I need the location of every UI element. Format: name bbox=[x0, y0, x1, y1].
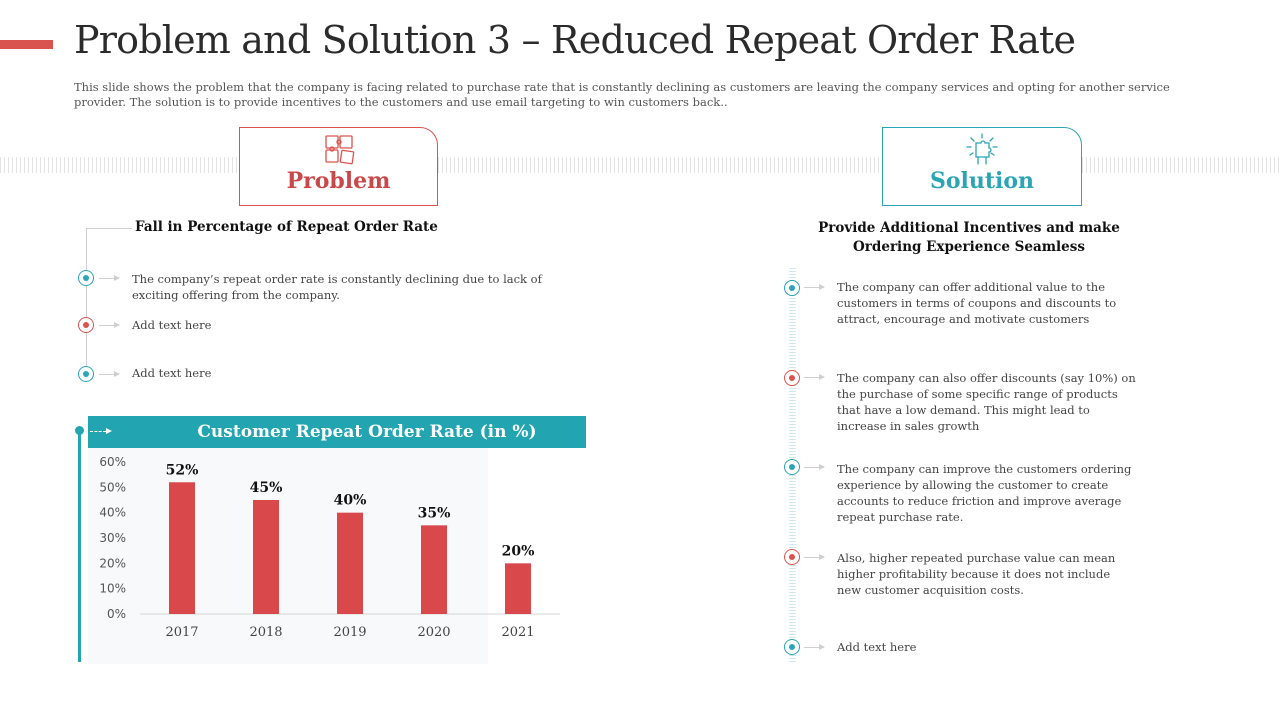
y-tick-label: 20% bbox=[99, 556, 126, 571]
solution-item-5: Add text here bbox=[837, 640, 917, 654]
problem-marker-1 bbox=[78, 270, 94, 286]
solution-label: Solution bbox=[929, 168, 1035, 194]
solution-arrow-4 bbox=[804, 557, 824, 558]
problem-arrow-2 bbox=[99, 325, 119, 326]
solution-arrow-5 bbox=[804, 647, 824, 648]
x-tick-label: 2020 bbox=[417, 625, 451, 640]
solution-item-3: The company can improve the customers ordering experience by allowing the customer to create accounts to reduce friction and improve average repeat purchase rate. bbox=[837, 462, 1132, 524]
problem-item-2: Add text here bbox=[132, 318, 212, 332]
chart-side-dot bbox=[75, 426, 84, 435]
solution-arrow-3 bbox=[804, 467, 824, 468]
bar-value-label: 20% bbox=[501, 543, 535, 560]
y-tick-label: 0% bbox=[106, 607, 126, 621]
bar bbox=[421, 525, 447, 614]
divider-stripe-left bbox=[0, 157, 239, 173]
solution-arrow-2 bbox=[804, 377, 824, 378]
bar-value-label: 40% bbox=[333, 492, 367, 509]
solution-marker-1 bbox=[784, 280, 800, 296]
puzzle-icon bbox=[323, 133, 355, 165]
bar-chart bbox=[88, 448, 586, 664]
solution-marker-2 bbox=[784, 370, 800, 386]
y-tick-label: 40% bbox=[99, 505, 126, 520]
x-tick-label: 2021 bbox=[501, 625, 535, 640]
bar-value-label: 35% bbox=[417, 505, 451, 522]
problem-item-3: Add text here bbox=[132, 366, 212, 380]
solution-heading-line-2: Ordering Experience Seamless bbox=[853, 239, 1085, 255]
problem-connector-top bbox=[86, 228, 132, 229]
solution-heading-line-1: Provide Additional Incentives and make bbox=[818, 220, 1120, 236]
problem-connector-line bbox=[86, 228, 87, 378]
problem-arrow-3 bbox=[99, 374, 119, 375]
slide-title: Problem and Solution 3 – Reduced Repeat Order Rate bbox=[74, 18, 1076, 62]
problem-arrow-1 bbox=[99, 278, 119, 279]
chart-header-arrowhead bbox=[106, 428, 112, 434]
solution-item-2: The company can also offer discounts (say 10%) on the purchase of some specific range of products that have a low demand. This might lead to increase in sales growth bbox=[837, 371, 1136, 433]
hand-puzzle-icon bbox=[962, 133, 1002, 169]
solution-item-1: The company can offer additional value to the customers in terms of coupons and discounts to attract, encourage and motivate customers bbox=[837, 280, 1117, 326]
solution-item-4: Also, higher repeated purchase value can mean higher profitability because it does not include new customer acquisition costs. bbox=[837, 551, 1116, 597]
problem-label: Problem bbox=[286, 168, 391, 194]
y-tick-label: 30% bbox=[99, 531, 126, 545]
chart-header-arrow bbox=[90, 431, 106, 433]
bar bbox=[253, 500, 279, 614]
solution-marker-5 bbox=[784, 639, 800, 655]
problem-marker-3 bbox=[78, 366, 94, 382]
y-tick-label: 60% bbox=[99, 455, 126, 469]
x-tick-label: 2018 bbox=[249, 625, 283, 640]
bar-value-label: 52% bbox=[165, 462, 199, 479]
x-tick-label: 2017 bbox=[165, 625, 199, 640]
problem-marker-2 bbox=[78, 317, 94, 333]
solution-card bbox=[882, 127, 1082, 206]
problem-item-1: The company’s repeat order rate is constantly declining due to lack of exciting offering from the company. bbox=[132, 272, 542, 302]
bar bbox=[169, 482, 195, 614]
x-tick-label: 2019 bbox=[333, 625, 367, 640]
y-tick-label: 50% bbox=[99, 480, 126, 495]
bar bbox=[505, 563, 531, 614]
accent-bar bbox=[0, 40, 53, 49]
problem-card bbox=[239, 127, 438, 206]
solution-heading bbox=[790, 219, 1148, 257]
problem-heading: Fall in Percentage of Repeat Order Rate bbox=[135, 219, 438, 235]
chart-title: Customer Repeat Order Rate (in %) bbox=[88, 416, 586, 448]
bar-value-label: 45% bbox=[249, 480, 283, 496]
y-tick-label: 10% bbox=[99, 581, 126, 596]
solution-marker-4 bbox=[784, 549, 800, 565]
bar bbox=[337, 513, 363, 614]
divider-stripe-right bbox=[1082, 157, 1280, 173]
solution-arrow-1 bbox=[804, 287, 824, 288]
slide-description: This slide shows the problem that the company is facing related to purchase rate that is constantly declining as customers are leaving the company services and opting for another service provider. The solution is to provide incentives to the customers and use email targeting to win customers back.. bbox=[74, 80, 1170, 109]
solution-marker-3 bbox=[784, 459, 800, 475]
chart-side-line bbox=[78, 430, 81, 662]
divider-stripe-middle bbox=[438, 157, 882, 173]
